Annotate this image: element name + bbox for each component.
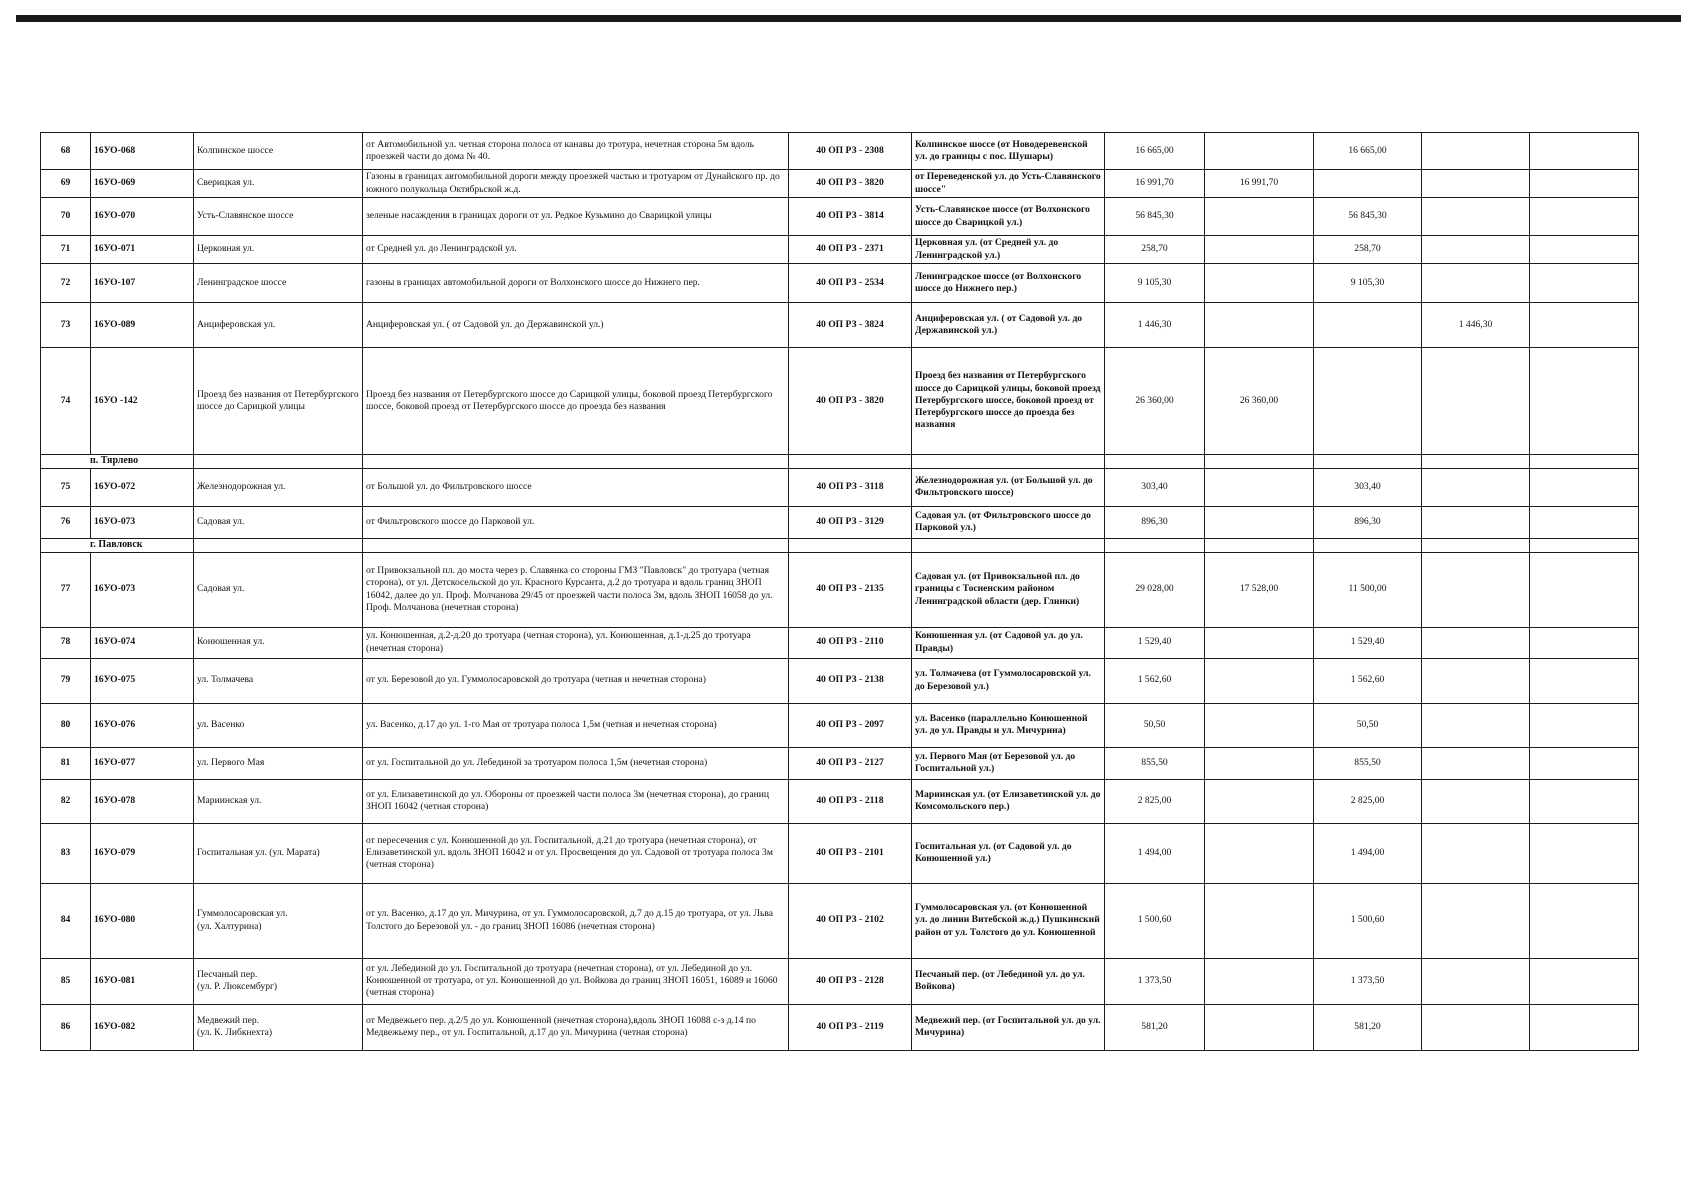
object-description: от пересечения с ул. Конюшенной до ул. Госпитальной, д.21 до тротуара (нечетная сторона), от Елизаветинской ул. вдоль ЗНОП 16042 и от ул. Просвещения до ул. Садовой от тротуара полоса 3м (четная сторона) <box>363 823 789 883</box>
area-col-5 <box>1530 1004 1639 1050</box>
empty-cell <box>912 455 1105 469</box>
table-row <box>41 264 1639 303</box>
area-total: 1 500,60 <box>1105 883 1205 958</box>
object-description: от ул. Госпитальной до ул. Лебединой за тротуаром полоса 1,5м (нечетная сторона) <box>363 747 789 779</box>
area-col-3: 9 105,30 <box>1314 264 1422 303</box>
section-row <box>41 538 1639 552</box>
row-number: 74 <box>41 348 91 455</box>
road-registry-number: 40 ОП РЗ - 2101 <box>789 823 912 883</box>
road-location: Колпинское шоссе (от Новодеревенской ул. до границы с пос. Шушары) <box>912 133 1105 170</box>
section-label: г. Павловск <box>41 538 194 552</box>
area-col-3: 303,40 <box>1314 468 1422 506</box>
table-row <box>41 823 1639 883</box>
area-col-5 <box>1530 958 1639 1004</box>
object-name: Анциферовская ул. <box>194 303 363 348</box>
area-col-4 <box>1422 133 1530 170</box>
area-col-4 <box>1422 658 1530 703</box>
area-col-4 <box>1422 958 1530 1004</box>
area-col-5 <box>1530 133 1639 170</box>
road-location: ул. Толмачева (от Гуммолосаровской ул. до Березовой ул.) <box>912 658 1105 703</box>
area-col-3: 1 529,40 <box>1314 627 1422 658</box>
object-code: 16УО-074 <box>91 627 194 658</box>
object-code: 16УО-072 <box>91 468 194 506</box>
area-col-3: 896,30 <box>1314 506 1422 538</box>
road-registry-number: 40 ОП РЗ - 2097 <box>789 703 912 747</box>
area-col-3: 1 562,60 <box>1314 658 1422 703</box>
empty-cell <box>1422 538 1530 552</box>
area-total: 56 845,30 <box>1105 198 1205 236</box>
table-row <box>41 348 1639 455</box>
road-location: Конюшенная ул. (от Садовой ул. до ул. Правды) <box>912 627 1105 658</box>
object-name: Церковная ул. <box>194 236 363 264</box>
area-col-5 <box>1530 468 1639 506</box>
empty-cell <box>1205 538 1314 552</box>
area-col-2 <box>1205 958 1314 1004</box>
area-col-4 <box>1422 703 1530 747</box>
area-col-5 <box>1530 703 1639 747</box>
empty-cell <box>789 538 912 552</box>
area-total: 581,20 <box>1105 1004 1205 1050</box>
object-code: 16УО-069 <box>91 170 194 198</box>
area-total: 26 360,00 <box>1105 348 1205 455</box>
area-col-4 <box>1422 198 1530 236</box>
area-col-5 <box>1530 506 1639 538</box>
area-col-3: 1 494,00 <box>1314 823 1422 883</box>
area-total: 1 446,30 <box>1105 303 1205 348</box>
road-location: Садовая ул. (от Привокзальной пл. до границы с Тосненским районом Ленинградской области (дер. Глинки) <box>912 552 1105 627</box>
area-col-4 <box>1422 348 1530 455</box>
area-col-2 <box>1205 703 1314 747</box>
row-number: 82 <box>41 779 91 823</box>
row-number: 70 <box>41 198 91 236</box>
area-col-2 <box>1205 236 1314 264</box>
area-col-5 <box>1530 779 1639 823</box>
area-total: 1 373,50 <box>1105 958 1205 1004</box>
road-location: Песчаный пер. (от Лебединой ул. до ул. Войкова) <box>912 958 1105 1004</box>
empty-cell <box>1105 455 1205 469</box>
object-description: от Средней ул. до Ленинградской ул. <box>363 236 789 264</box>
object-name: Колпинское шоссе <box>194 133 363 170</box>
empty-cell <box>789 455 912 469</box>
area-col-2 <box>1205 883 1314 958</box>
road-location: Проезд без названия от Петербургского шоссе до Сарицкой улицы, боковой проезд Петербургского шоссе, боковой проезд от Петербургского шоссе до проезда без названия <box>912 348 1105 455</box>
area-total: 896,30 <box>1105 506 1205 538</box>
area-col-4 <box>1422 170 1530 198</box>
area-col-5 <box>1530 348 1639 455</box>
road-registry-number: 40 ОП РЗ - 2138 <box>789 658 912 703</box>
object-name: Садовая ул. <box>194 552 363 627</box>
object-code: 16УО-071 <box>91 236 194 264</box>
area-col-4 <box>1422 552 1530 627</box>
empty-cell <box>194 455 363 469</box>
empty-cell <box>1422 455 1530 469</box>
road-registry-number: 40 ОП РЗ - 2119 <box>789 1004 912 1050</box>
row-number: 79 <box>41 658 91 703</box>
area-col-4 <box>1422 779 1530 823</box>
object-description: от ул. Васенко, д.17 до ул. Мичурина, от ул. Гуммолосаровской, д.7 до д.15 до тротуара, от ул. Льва Толстого до Березовой ул. - до границ ЗНОП 16086 (нечетная сторона) <box>363 883 789 958</box>
area-col-4 <box>1422 506 1530 538</box>
table-row <box>41 552 1639 627</box>
area-total: 258,70 <box>1105 236 1205 264</box>
area-col-5 <box>1530 658 1639 703</box>
row-number: 69 <box>41 170 91 198</box>
table-row <box>41 170 1639 198</box>
empty-cell <box>1105 538 1205 552</box>
area-col-4 <box>1422 264 1530 303</box>
road-location: ул. Первого Мая (от Березовой ул. до Госпитальной ул.) <box>912 747 1105 779</box>
object-code: 16УО-081 <box>91 958 194 1004</box>
object-code: 16УО-073 <box>91 506 194 538</box>
area-col-3: 258,70 <box>1314 236 1422 264</box>
area-col-4 <box>1422 823 1530 883</box>
area-col-3: 11 500,00 <box>1314 552 1422 627</box>
table-row <box>41 883 1639 958</box>
object-description: от Медвежьего пер. д.2/5 до ул. Конюшенной (нечетная сторона),вдоль ЗНОП 16088 с-з д.14 по Медвежьему пер., от ул. Госпитальной, д.17 до ул. Мичурина (четная сторона) <box>363 1004 789 1050</box>
area-col-2 <box>1205 627 1314 658</box>
area-col-4 <box>1422 1004 1530 1050</box>
area-col-3 <box>1314 348 1422 455</box>
row-number: 73 <box>41 303 91 348</box>
area-col-4 <box>1422 883 1530 958</box>
object-code: 16УО -142 <box>91 348 194 455</box>
object-code: 16УО-070 <box>91 198 194 236</box>
object-code: 16УО-079 <box>91 823 194 883</box>
area-col-5 <box>1530 627 1639 658</box>
object-code: 16УО-073 <box>91 552 194 627</box>
table-row <box>41 779 1639 823</box>
row-number: 76 <box>41 506 91 538</box>
road-registry-number: 40 ОП РЗ - 3824 <box>789 303 912 348</box>
area-total: 1 562,60 <box>1105 658 1205 703</box>
road-registry-number: 40 ОП РЗ - 3820 <box>789 170 912 198</box>
table-row <box>41 468 1639 506</box>
object-name: Гуммолосаровская ул. (ул. Халтурина) <box>194 883 363 958</box>
area-col-5 <box>1530 747 1639 779</box>
row-number: 75 <box>41 468 91 506</box>
area-col-3 <box>1314 303 1422 348</box>
road-location: Ленинградское шоссе (от Волхонского шоссе до Нижнего пер.) <box>912 264 1105 303</box>
table-row <box>41 198 1639 236</box>
area-col-2: 17 528,00 <box>1205 552 1314 627</box>
area-col-2 <box>1205 506 1314 538</box>
road-registry-number: 40 ОП РЗ - 2110 <box>789 627 912 658</box>
area-col-3: 2 825,00 <box>1314 779 1422 823</box>
object-description: от ул. Лебединой до ул. Госпитальной до тротуара (нечетная сторона), от ул. Лебединой до ул. Конюшенной от тротуара, от ул. Конюшенной до ул. Войкова до границ ЗНОП 16051, 16089 и 16060 (четная сторона) <box>363 958 789 1004</box>
road-location: Госпитальная ул. (от Садовой ул. до Конюшенной ул.) <box>912 823 1105 883</box>
area-total: 9 105,30 <box>1105 264 1205 303</box>
area-total: 2 825,00 <box>1105 779 1205 823</box>
object-code: 16УО-077 <box>91 747 194 779</box>
area-col-5 <box>1530 236 1639 264</box>
road-location: Садовая ул. (от Фильтровского шоссе до Парковой ул.) <box>912 506 1105 538</box>
road-location: Анциферовская ул. ( от Садовой ул. до Державинской ул.) <box>912 303 1105 348</box>
object-description: от ул. Елизаветинской до ул. Обороны от проезжей части полоса 3м (нечетная сторона), до границ ЗНОП 16042 (четная сторона) <box>363 779 789 823</box>
row-number: 81 <box>41 747 91 779</box>
area-col-2 <box>1205 1004 1314 1050</box>
object-description: от Автомобильной ул. четная сторона полоса от канавы до тротура, нечетная сторона 5м вдоль проезжей части до дома № 40. <box>363 133 789 170</box>
object-name: Ленинградское шоссе <box>194 264 363 303</box>
table-row <box>41 958 1639 1004</box>
road-registry-number: 40 ОП РЗ - 3814 <box>789 198 912 236</box>
object-code: 16УО-076 <box>91 703 194 747</box>
object-code: 16УО-089 <box>91 303 194 348</box>
row-number: 83 <box>41 823 91 883</box>
object-code: 16УО-082 <box>91 1004 194 1050</box>
section-label: п. Тярлево <box>41 455 194 469</box>
road-registry-number: 40 ОП РЗ - 2534 <box>789 264 912 303</box>
object-name: Железнодорожная ул. <box>194 468 363 506</box>
area-col-3: 855,50 <box>1314 747 1422 779</box>
road-location: Усть-Славянское шоссе (от Волхонского шоссе до Сварицкой ул.) <box>912 198 1105 236</box>
road-registry-number: 40 ОП РЗ - 3129 <box>789 506 912 538</box>
row-number: 72 <box>41 264 91 303</box>
object-name: Садовая ул. <box>194 506 363 538</box>
row-number: 78 <box>41 627 91 658</box>
empty-cell <box>912 538 1105 552</box>
road-location: от Переведенской ул. до Усть-Славянского шоссе" <box>912 170 1105 198</box>
area-col-2 <box>1205 658 1314 703</box>
area-total: 16 991,70 <box>1105 170 1205 198</box>
area-col-5 <box>1530 264 1639 303</box>
area-col-2 <box>1205 264 1314 303</box>
road-registry-number: 40 ОП РЗ - 2371 <box>789 236 912 264</box>
area-col-4 <box>1422 468 1530 506</box>
road-registry-number: 40 ОП РЗ - 2308 <box>789 133 912 170</box>
area-col-2 <box>1205 468 1314 506</box>
object-code: 16УО-080 <box>91 883 194 958</box>
object-description: Проезд без названия от Петербургского шоссе до Сарицкой улицы, боковой проезд Петербургского шоссе, боковой проезд от Петербургского шоссе до проезда без названия <box>363 348 789 455</box>
area-col-4: 1 446,30 <box>1422 303 1530 348</box>
section-row <box>41 455 1639 469</box>
empty-cell <box>1530 455 1639 469</box>
object-name: Песчаный пер. (ул. Р. Люксембург) <box>194 958 363 1004</box>
row-number: 71 <box>41 236 91 264</box>
row-number: 85 <box>41 958 91 1004</box>
road-registry-number: 40 ОП РЗ - 2128 <box>789 958 912 1004</box>
area-total: 29 028,00 <box>1105 552 1205 627</box>
road-location: ул. Васенко (параллельно Конюшенной ул. до ул. Правды и ул. Мичурина) <box>912 703 1105 747</box>
area-col-5 <box>1530 823 1639 883</box>
table-row <box>41 303 1639 348</box>
area-col-2 <box>1205 133 1314 170</box>
object-description: газоны в границах автомобильной дороги от Волхонского шоссе до Нижнего пер. <box>363 264 789 303</box>
area-col-3 <box>1314 170 1422 198</box>
area-col-4 <box>1422 747 1530 779</box>
top-rule <box>16 15 1681 22</box>
object-name: Проезд без названия от Петербургского шоссе до Сарицкой улицы <box>194 348 363 455</box>
road-registry-number: 40 ОП РЗ - 2135 <box>789 552 912 627</box>
table-row <box>41 506 1639 538</box>
row-number: 80 <box>41 703 91 747</box>
area-col-5 <box>1530 198 1639 236</box>
area-col-2 <box>1205 823 1314 883</box>
object-name: Медвежий пер. (ул. К. Либкнехта) <box>194 1004 363 1050</box>
table-row <box>41 133 1639 170</box>
area-col-2 <box>1205 198 1314 236</box>
object-name: ул. Первого Мая <box>194 747 363 779</box>
empty-cell <box>363 538 789 552</box>
object-name: Мариинская ул. <box>194 779 363 823</box>
area-total: 1 494,00 <box>1105 823 1205 883</box>
road-registry-number: 40 ОП РЗ - 2118 <box>789 779 912 823</box>
area-col-2 <box>1205 779 1314 823</box>
area-total: 16 665,00 <box>1105 133 1205 170</box>
row-number: 86 <box>41 1004 91 1050</box>
object-name: Сверицкая ул. <box>194 170 363 198</box>
area-col-3: 16 665,00 <box>1314 133 1422 170</box>
object-description: от Большой ул. до Фильтровского шоссе <box>363 468 789 506</box>
row-number: 68 <box>41 133 91 170</box>
object-name: ул. Васенко <box>194 703 363 747</box>
table-row <box>41 627 1639 658</box>
object-code: 16УО-107 <box>91 264 194 303</box>
row-number: 77 <box>41 552 91 627</box>
object-description: от Привокзальной пл. до моста через р. Славянка со стороны ГМЗ "Павловск" до тротуара (четная сторона), от ул. Детскосельской до ул. Красного Курсанта, д.2 до тротуара и вдоль границ ЗНОП 16042, далее до ул. Проф. Молчанова 29/45 от проезжей части полоса 3м, вдоль ЗНОП 16058 до ул. Проф. Молчанова (нечетная сторона) <box>363 552 789 627</box>
area-col-2: 26 360,00 <box>1205 348 1314 455</box>
area-col-5 <box>1530 883 1639 958</box>
row-number: 84 <box>41 883 91 958</box>
object-name: Усть-Славянское шоссе <box>194 198 363 236</box>
object-name: Конюшенная ул. <box>194 627 363 658</box>
empty-cell <box>1205 455 1314 469</box>
area-total: 855,50 <box>1105 747 1205 779</box>
object-description: ул. Конюшенная, д.2-д.20 до тротуара (четная сторона), ул. Конюшенная, д.1-д.25 до тротуара (нечетная сторона) <box>363 627 789 658</box>
empty-cell <box>363 455 789 469</box>
object-code: 16УО-075 <box>91 658 194 703</box>
area-col-3: 581,20 <box>1314 1004 1422 1050</box>
object-name: ул. Толмачева <box>194 658 363 703</box>
area-col-3: 1 500,60 <box>1314 883 1422 958</box>
object-description: от ул. Березовой до ул. Гуммолосаровской до тротуара (четная и нечетная сторона) <box>363 658 789 703</box>
area-col-2: 16 991,70 <box>1205 170 1314 198</box>
area-col-3: 56 845,30 <box>1314 198 1422 236</box>
area-total: 1 529,40 <box>1105 627 1205 658</box>
road-registry-number: 40 ОП РЗ - 3118 <box>789 468 912 506</box>
area-col-2 <box>1205 303 1314 348</box>
road-location: Гуммолосаровская ул. (от Конюшенной ул. до линии Витебской ж.д.) Пушкинский район от ул. Толстого до ул. Конюшенной <box>912 883 1105 958</box>
area-col-3: 1 373,50 <box>1314 958 1422 1004</box>
object-description: от Фильтровского шоссе до Парковой ул. <box>363 506 789 538</box>
road-location: Железнодорожная ул. (от Большой ул. до Фильтровского шоссе) <box>912 468 1105 506</box>
table-row <box>41 658 1639 703</box>
road-location: Медвежий пер. (от Госпитальной ул. до ул. Мичурина) <box>912 1004 1105 1050</box>
area-col-5 <box>1530 552 1639 627</box>
road-registry-number: 40 ОП РЗ - 2127 <box>789 747 912 779</box>
object-code: 16УО-068 <box>91 133 194 170</box>
table-row <box>41 1004 1639 1050</box>
registry-table <box>40 132 1639 1051</box>
area-total: 303,40 <box>1105 468 1205 506</box>
area-col-5 <box>1530 303 1639 348</box>
table-row <box>41 236 1639 264</box>
road-registry-number: 40 ОП РЗ - 3820 <box>789 348 912 455</box>
area-col-5 <box>1530 170 1639 198</box>
empty-cell <box>1314 538 1422 552</box>
area-col-3: 50,50 <box>1314 703 1422 747</box>
area-col-4 <box>1422 236 1530 264</box>
empty-cell <box>194 538 363 552</box>
object-description: Анциферовская ул. ( от Садовой ул. до Державинской ул.) <box>363 303 789 348</box>
object-description: Газоны в границах автомобильной дороги между проезжей частью и тротуаром от Дунайского пр. до южного полукольца Октябрьской ж.д. <box>363 170 789 198</box>
road-registry-number: 40 ОП РЗ - 2102 <box>789 883 912 958</box>
object-description: зеленые насаждения в границах дороги от ул. Редкое Кузьмино до Сварицкой улицы <box>363 198 789 236</box>
table-row <box>41 747 1639 779</box>
road-location: Мариинская ул. (от Елизаветинской ул. до Комсомольского пер.) <box>912 779 1105 823</box>
empty-cell <box>1530 538 1639 552</box>
empty-cell <box>1314 455 1422 469</box>
object-name: Госпитальная ул. (ул. Марата) <box>194 823 363 883</box>
table-row <box>41 703 1639 747</box>
road-location: Церковная ул. (от Средней ул. до Ленинградской ул.) <box>912 236 1105 264</box>
object-description: ул. Васенко, д.17 до ул. 1-го Мая от тротуара полоса 1,5м (четная и нечетная сторона) <box>363 703 789 747</box>
object-code: 16УО-078 <box>91 779 194 823</box>
area-col-2 <box>1205 747 1314 779</box>
area-total: 50,50 <box>1105 703 1205 747</box>
area-col-4 <box>1422 627 1530 658</box>
